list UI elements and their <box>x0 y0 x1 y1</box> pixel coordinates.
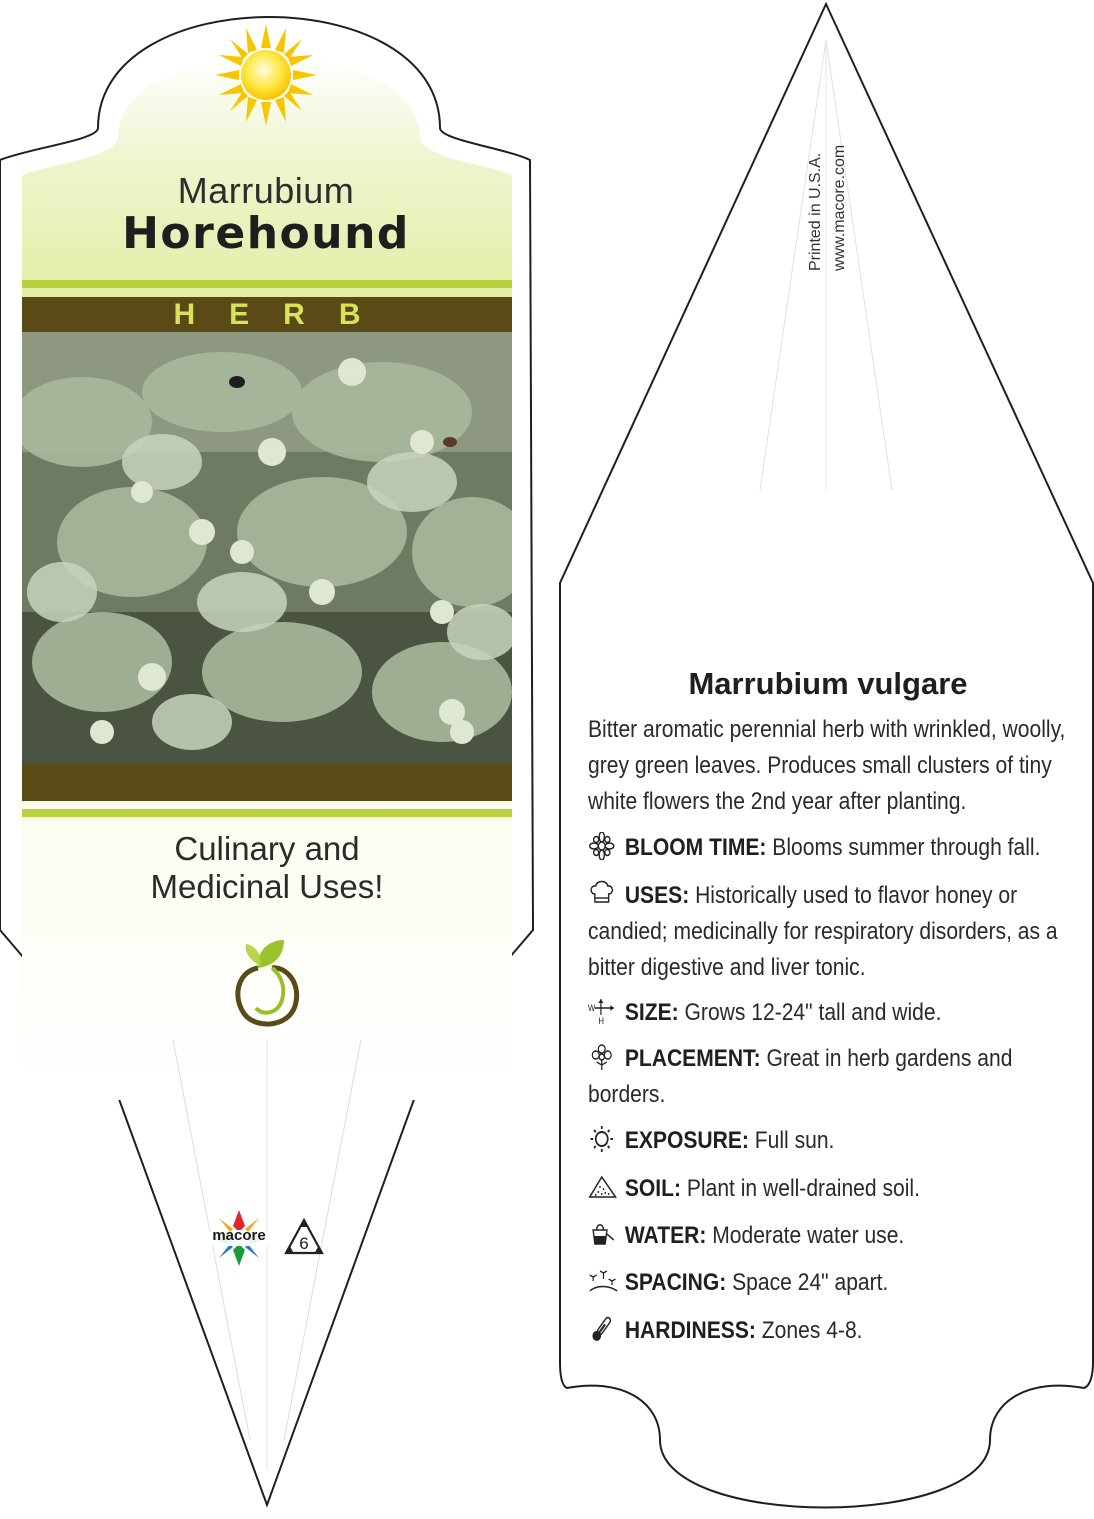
soil-pile-icon <box>588 1173 619 1201</box>
attr-label: EXPOSURE: <box>624 1127 749 1154</box>
attr-value: Moderate water use. <box>712 1222 905 1249</box>
attr-value: Historically used to flavor honey or candied; medicinally for respiratory disorders, as a bitter digestive and liver tonic. <box>588 882 1058 981</box>
attr-value: Space 24" apart. <box>732 1269 889 1296</box>
bottom-band <box>22 763 512 801</box>
seedlings-icon <box>588 1267 619 1295</box>
attr-spacing <box>588 1265 1070 1301</box>
bottom-divider <box>22 809 512 817</box>
tagline-line-1: Culinary and <box>174 830 360 867</box>
attr-label: HARDINESS: <box>624 1317 756 1344</box>
attr-soil <box>588 1171 1070 1207</box>
botanical-name: Marrubium vulgare <box>688 666 968 701</box>
tagline <box>22 830 512 906</box>
sun-logo-icon <box>215 24 317 126</box>
website: www.macore.com <box>831 144 848 271</box>
thermometer-icon <box>588 1315 619 1343</box>
attr-placement <box>588 1041 1070 1113</box>
plant-photo <box>22 332 512 763</box>
attr-water <box>588 1218 1070 1254</box>
watering-can-icon <box>588 1220 619 1248</box>
attr-label: SOIL: <box>624 1175 682 1202</box>
attr-label: USES: <box>624 882 690 909</box>
attr-bloom-time <box>588 830 1070 866</box>
attr-value: Blooms summer through fall. <box>772 834 1041 861</box>
flower-cluster-icon <box>588 1043 619 1071</box>
size-arrows-icon <box>588 997 619 1025</box>
attr-value: Zones 4-8. <box>761 1317 863 1344</box>
attr-label: PLACEMENT: <box>624 1045 761 1072</box>
attr-label: SPACING: <box>624 1269 727 1296</box>
plant-description: Bitter aromatic perennial herb with wrinkled, woolly, grey green leaves. Produces small clusters of tiny white flowers the 2nd year after planting. <box>588 716 1066 815</box>
sun-icon <box>588 1125 619 1153</box>
chef-hat-icon <box>588 880 619 908</box>
category-label: HERB <box>173 298 395 331</box>
attr-value: Full sun. <box>754 1127 835 1154</box>
attr-label: SIZE: <box>624 999 679 1026</box>
attr-uses <box>588 878 1070 986</box>
size-icon-w: W <box>588 1002 596 1014</box>
sprout-logo-icon <box>228 930 304 1030</box>
attr-value: Great in herb gardens and borders. <box>588 1045 1013 1108</box>
size-icon-h: H <box>598 1015 604 1025</box>
attr-size <box>588 995 1070 1031</box>
top-divider <box>22 280 512 288</box>
attr-hardiness <box>588 1313 1070 1349</box>
genus-name: Marrubium <box>177 170 355 211</box>
recycle-code: 6 <box>299 1234 309 1253</box>
flower-icon <box>588 832 619 860</box>
attr-value: Grows 12-24" tall and wide. <box>684 999 942 1026</box>
attr-label: BLOOM TIME: <box>624 834 767 861</box>
print-info <box>804 71 856 271</box>
attr-value: Plant in well-drained soil. <box>686 1175 920 1202</box>
attr-label: WATER: <box>624 1222 707 1249</box>
attr-exposure <box>588 1123 1070 1159</box>
brand-name: macore <box>212 1227 266 1244</box>
common-name: Horehound <box>122 208 410 259</box>
printed-in: Printed in U.S.A. <box>807 152 824 271</box>
tagline-line-2: Medicinal Uses! <box>150 868 384 905</box>
